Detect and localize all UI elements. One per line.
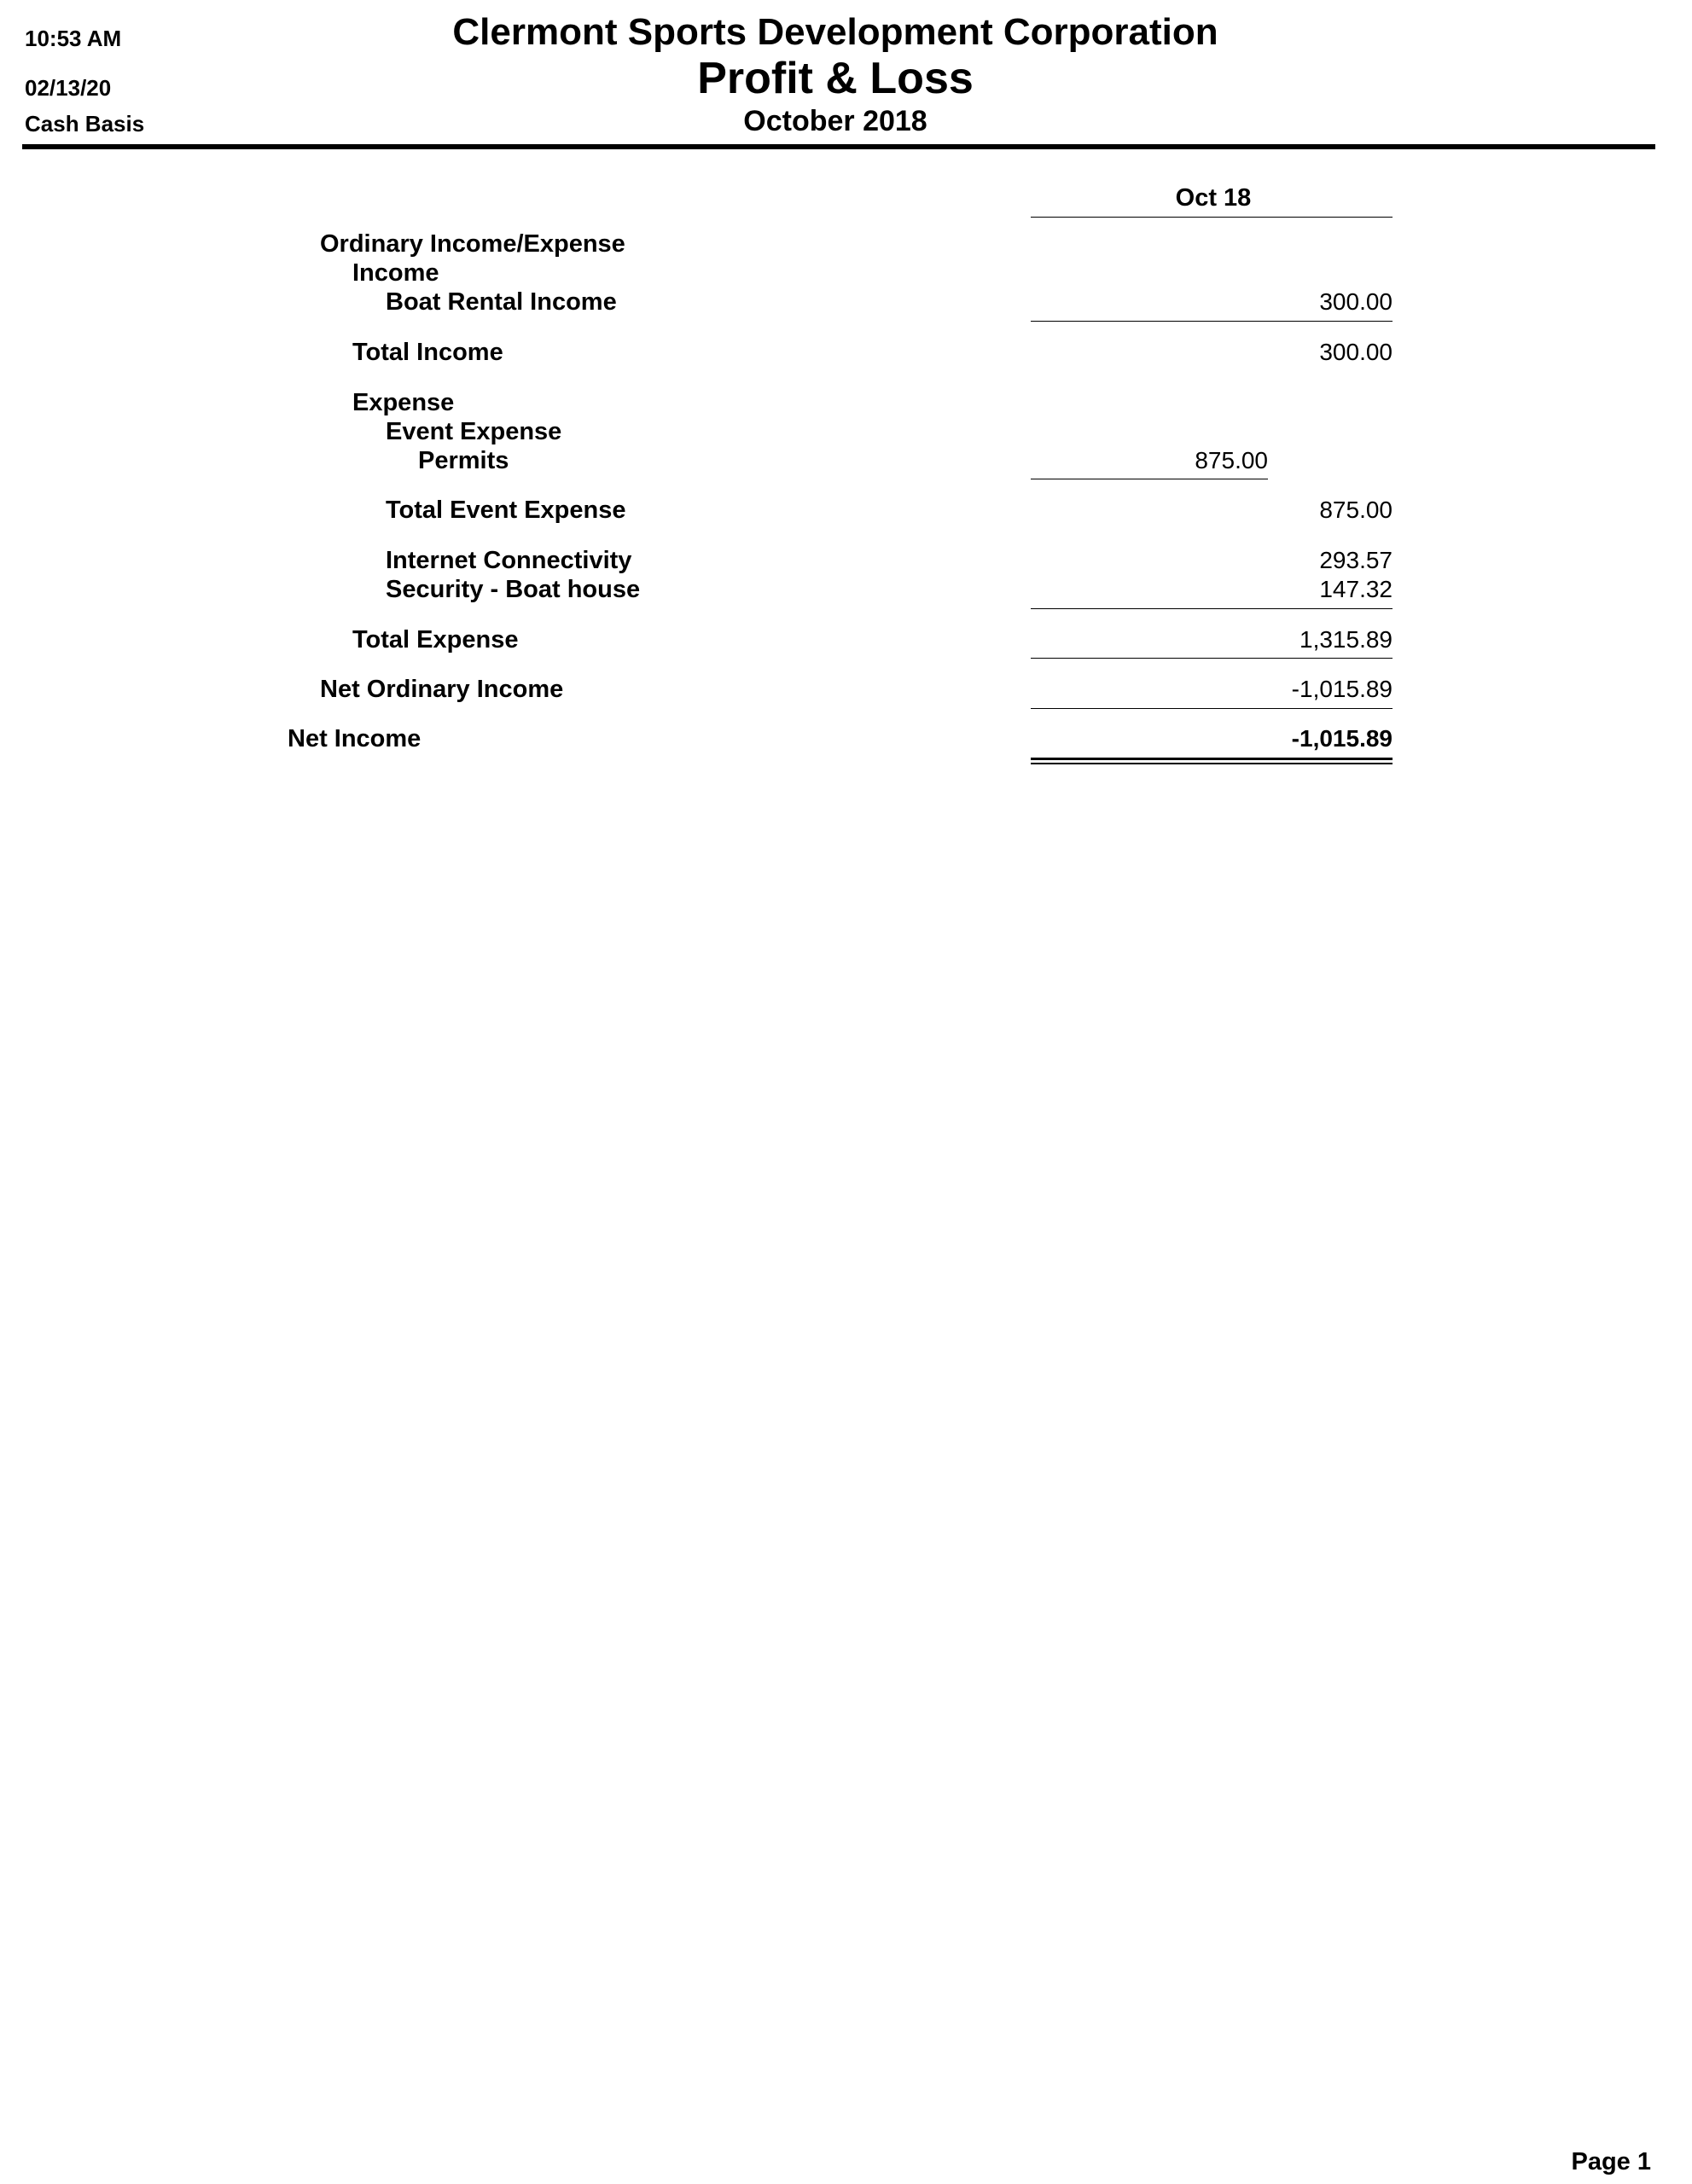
row-label: Internet Connectivity [386, 547, 632, 574]
row-label: Ordinary Income/Expense [320, 230, 625, 258]
row-amount: 875.00 [1319, 497, 1393, 523]
row-underline [1031, 321, 1393, 322]
row-underline [1031, 608, 1393, 609]
row-amount: 875.00 [1195, 447, 1268, 473]
row-amount: 1,315.89 [1300, 626, 1393, 653]
column-header: Oct 18 [1175, 184, 1252, 212]
row-label: Security - Boat house [386, 576, 641, 603]
row-label: Expense [352, 389, 455, 416]
row-label: Total Expense [352, 626, 519, 653]
row-label: Event Expense [386, 418, 562, 445]
row-label: Boat Rental Income [386, 288, 617, 316]
row-underline [1031, 708, 1393, 709]
column-header-underline [1031, 217, 1393, 218]
double-underline-bottom [1031, 763, 1393, 764]
row-amount: 300.00 [1319, 339, 1393, 365]
net-income-amount: -1,015.89 [1291, 725, 1393, 752]
row-label: Total Event Expense [386, 497, 626, 524]
net-income-label: Net Income [288, 725, 422, 752]
row-label: Income [352, 259, 439, 287]
report-time: 10:53 AM [25, 26, 122, 51]
report-title: Profit & Loss [697, 54, 974, 103]
double-underline-top [1031, 758, 1393, 760]
report-period: October 2018 [743, 105, 927, 137]
row-label: Permits [418, 447, 509, 474]
page-number: Page 1 [1571, 2148, 1651, 2175]
company-name: Clermont Sports Development Corporation [452, 11, 1218, 53]
row-amount: 300.00 [1319, 288, 1393, 315]
row-label: Net Ordinary Income [320, 676, 564, 703]
report-basis: Cash Basis [25, 111, 145, 136]
row-amount: 293.57 [1319, 547, 1393, 573]
row-amount: 147.32 [1319, 576, 1393, 602]
header-divider [22, 144, 1655, 149]
report-date: 02/13/20 [25, 75, 112, 101]
row-label: Total Income [352, 339, 503, 366]
row-underline [1031, 658, 1393, 659]
row-amount: -1,015.89 [1291, 676, 1393, 702]
